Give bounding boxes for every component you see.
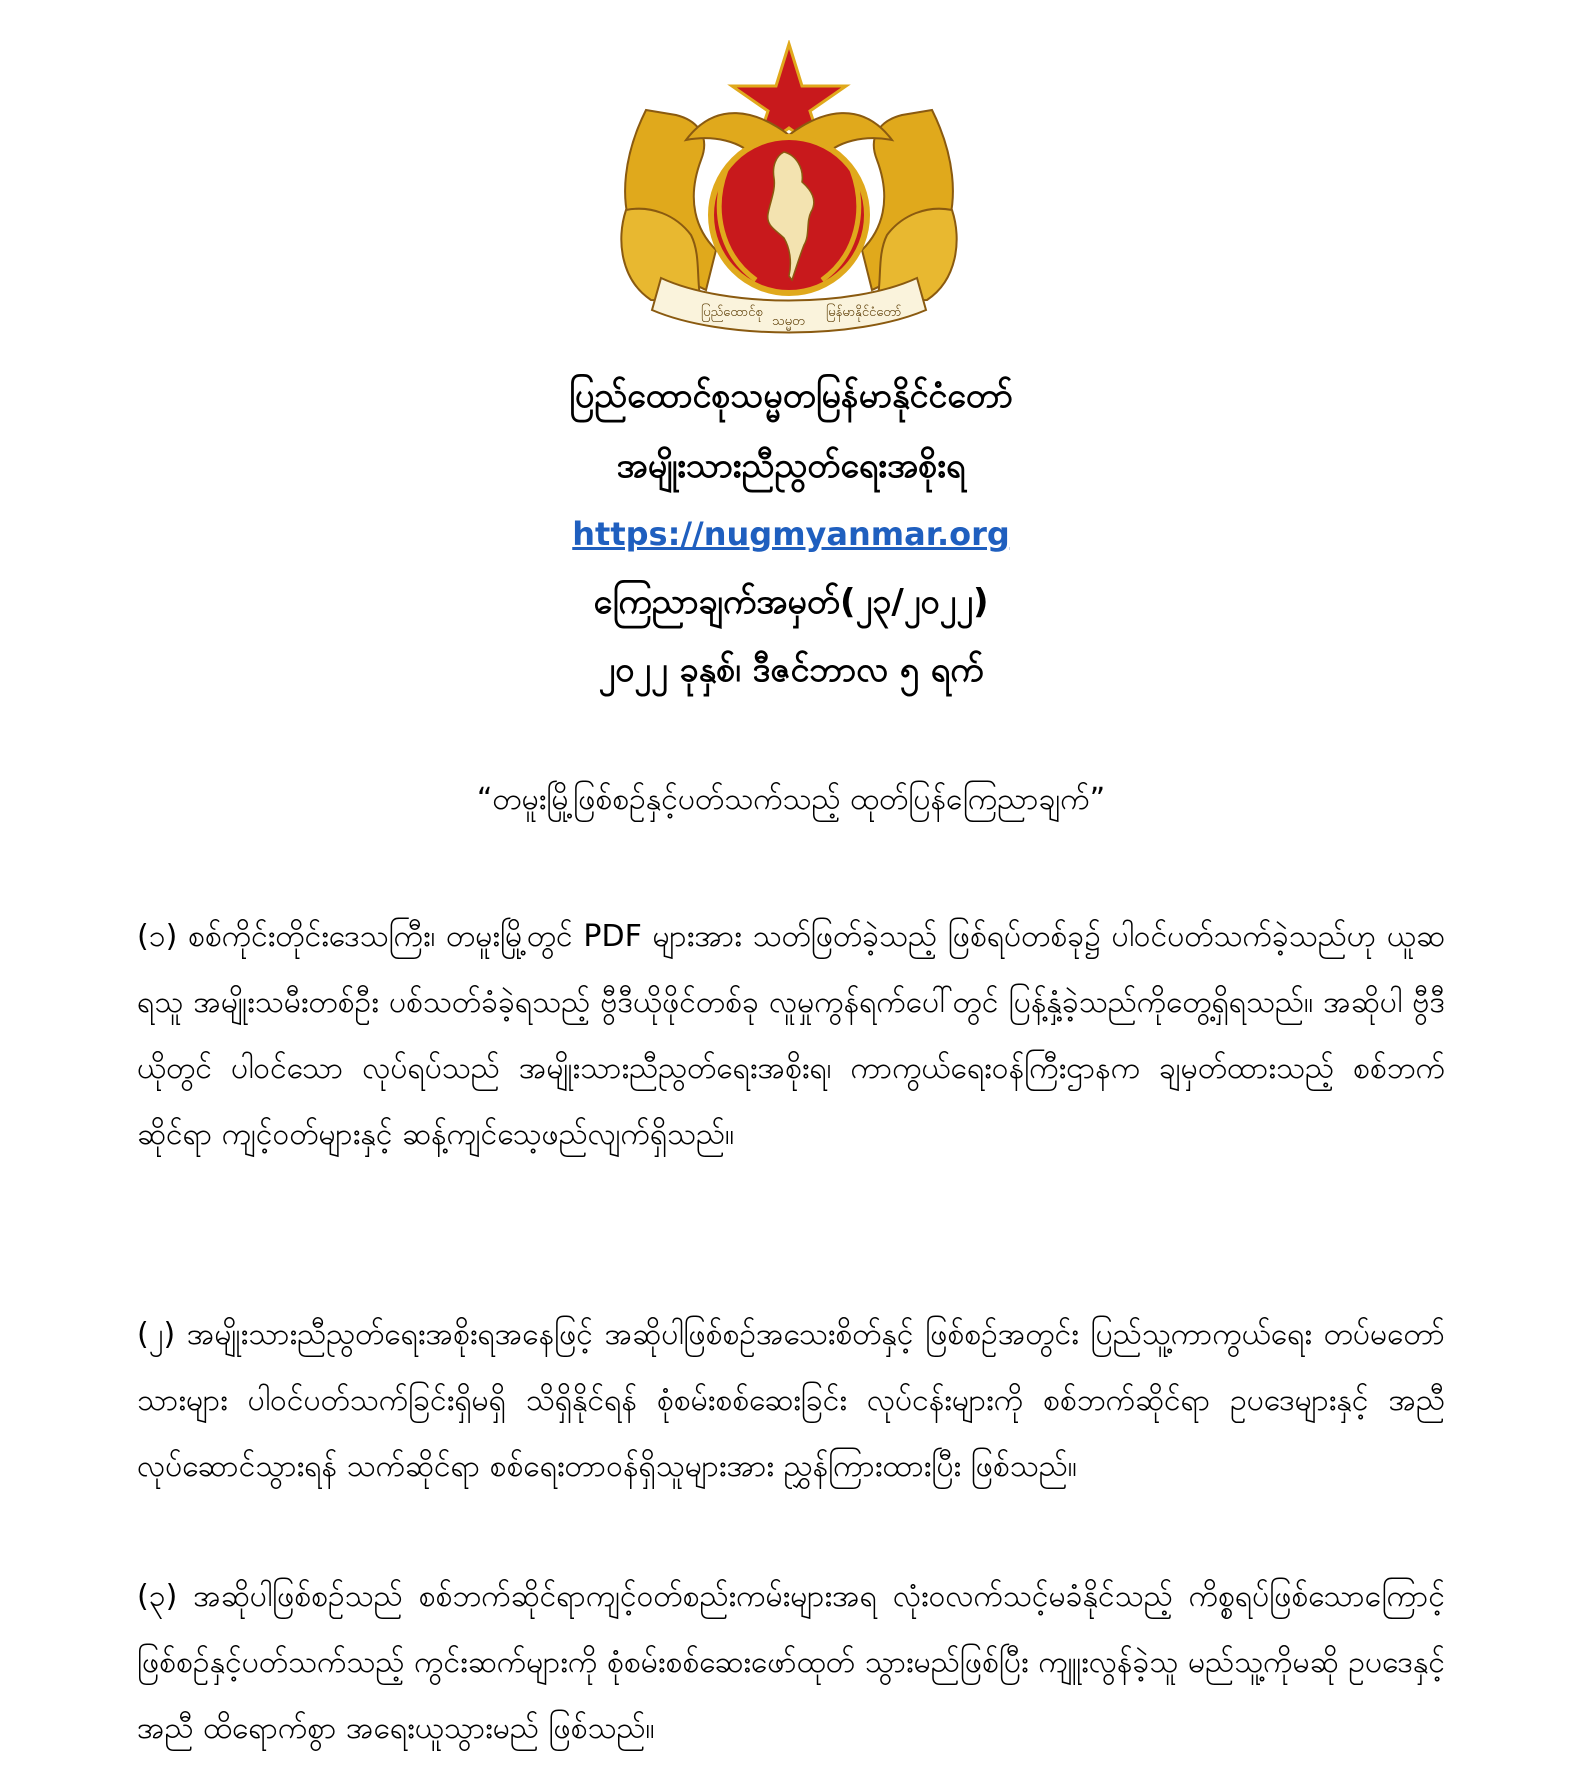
announcement-number: ကြေညာချက်အမှတ်(၂၃/၂၀၂၂) — [593, 582, 989, 622]
emblem-banner-text-left: ပြည်ထောင်စု — [701, 305, 763, 320]
country-name: ပြည်ထောင်စုသမ္မတမြန်မာနိုင်ငံတော် — [569, 376, 1013, 416]
announcement-subject: “တမူးမြို့ဖြစ်စဉ်နှင့်ပတ်သက်သည့် ထုတ်ပြန်ကြေညာချက်” — [476, 782, 1106, 817]
announcement-date: ၂၀၂၂ ခုနှစ်၊ ဒီဇင်ဘာလ ၅ ရက် — [598, 650, 984, 690]
emblem-banner-text-right: မြန်မာနိုင်ငံတော် — [826, 305, 902, 320]
state-emblem — [606, 40, 972, 340]
paragraph-1: (၁) စစ်ကိုင်းတိုင်းဒေသကြီး၊ တမူးမြို့တွင် PDF များအား သတ်ဖြတ်ခဲ့သည့် ဖြစ်ရပ်တစ်ခု၌ ပါဝင်ပတ်သက်ခဲ့သည်ဟု ယူဆရသူ အမျိုးသမီးတစ်ဦး ပစ်သတ်ခံခဲ့ရသည့် ဗွီဒီယိုဖိုင်တစ်ခု လူမှုကွန်ရက်ပေါ်တွင် ပြန့်နှံ့ခဲ့သည်ကိုတွေ့ရှိရသည်။ အဆိုပါ ဗွီဒီယိုတွင် ပါဝင်သော လုပ်ရပ်သည် အမျိုးသားညီညွတ်ရေးအစိုးရ၊ ကာကွယ်ရေးဝန်ကြီးဌာနက ချမှတ်ထားသည့် စစ်ဘက်ဆိုင်ရာ ကျင့်ဝတ်များနှင့် ဆန့်ကျင်သေ့ဖည်လျက်ရှိသည်။ — [137, 919, 1445, 1152]
website-link[interactable]: https://nugmyanmar.org — [572, 515, 1010, 553]
paragraph-2: (၂) အမျိုးသားညီညွတ်ရေးအစိုးရအနေဖြင့် အဆိုပါဖြစ်စဉ်အသေးစိတ်နှင့် ဖြစ်စဉ်အတွင်း ပြည်သူ့ကာကွယ်ရေး တပ်မတော်သားများ ပါဝင်ပတ်သက်ခြင်းရှိမရှိ သိရှိနိုင်ရန် စုံစမ်းစစ်ဆေးခြင်း လုပ်ငန်းများကို စစ်ဘက်ဆိုင်ရာ ဥပဒေများနှင့် အညီလုပ်ဆောင်သွားရန် သက်ဆိုင်ရာ စစ်ရေးတာဝန်ရှိသူများအား ညွှန်ကြားထားပြီး ဖြစ်သည်။ — [137, 1317, 1445, 1484]
government-name: အမျိုးသားညီညွတ်ရေးအစိုးရ — [616, 446, 966, 486]
emblem-banner-text-center: သမ္မတ — [772, 314, 805, 329]
paragraph-3: (၃) အဆိုပါဖြစ်စဉ်သည် စစ်ဘက်ဆိုင်ရာကျင့်ဝတ်စည်းကမ်းများအရ လုံးဝလက်သင့်မခံနိုင်သည့် ကိစ္စရပ်ဖြစ်သောကြောင့် ဖြစ်စဉ်နှင့်ပတ်သက်သည့် ကွင်းဆက်များကို စုံစမ်းစစ်ဆေးဖော်ထုတ် သွားမည်ဖြစ်ပြီး ကျူးလွန်ခဲ့သူ မည်သူ့ကိုမဆို ဥပဒေနှင့်အညီ ထိရောက်စွာ အရေးယူသွားမည် ဖြစ်သည်။ — [137, 1579, 1445, 1746]
